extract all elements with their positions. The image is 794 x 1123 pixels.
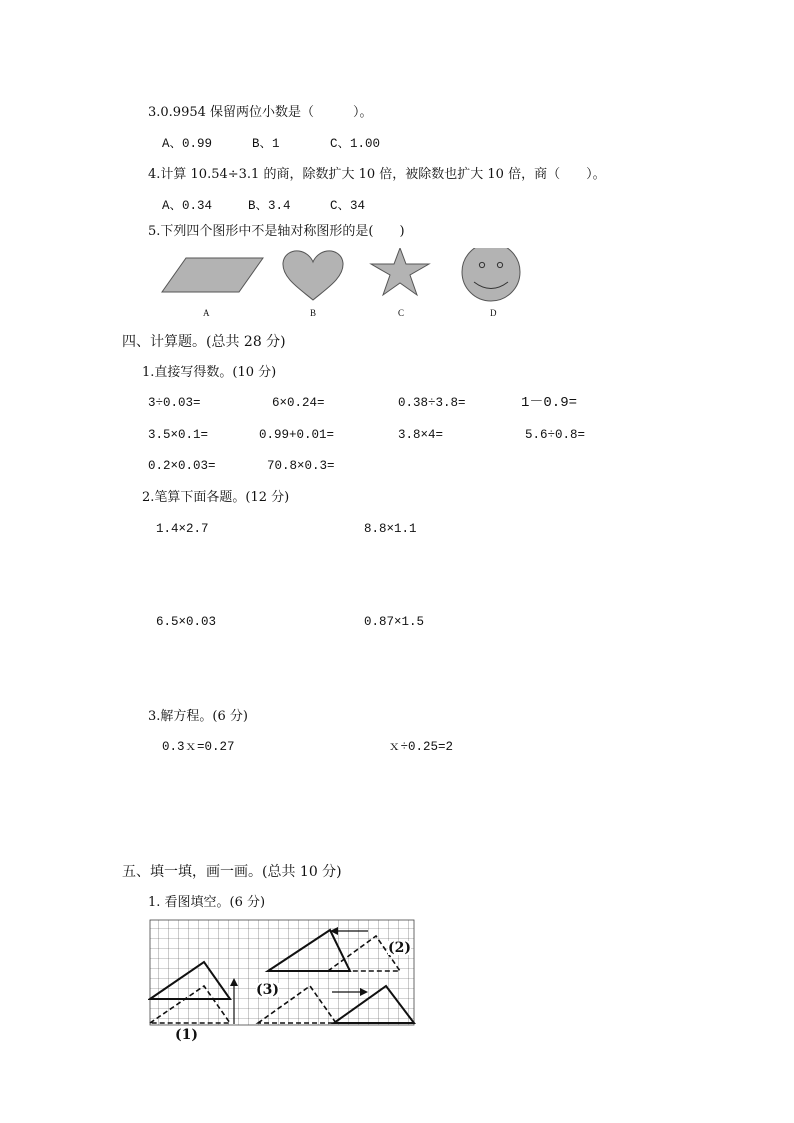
q3-option-c: C、1.00 [330, 137, 381, 151]
calc-item: 5.6÷0.8= [525, 428, 586, 442]
q5-shapes-figure [160, 248, 540, 318]
section4-title: 四、计算题。(总共 28 分) [122, 334, 286, 350]
q3-question: 3.0.9954 保留两位小数是（ ）。 [148, 105, 373, 120]
written-calc-item: 8.8×1.1 [364, 522, 417, 536]
q4-option-a: A、0.34 [162, 199, 213, 213]
section5-sub1-title: 1. 看图填空。(6 分) [148, 895, 266, 910]
figure-label-2: (2) [388, 940, 411, 956]
star-shape [371, 248, 429, 295]
section4-sub1-title: 1.直接写得数。(10 分) [142, 365, 277, 380]
smiley-face-shape [462, 248, 520, 301]
shape-label-d: D [490, 308, 497, 318]
calc-item: 0.2×0.03= [148, 459, 216, 473]
calc-item: 70.8×0.3= [267, 459, 335, 473]
equation-item: 0.3ｘ=0.27 [162, 740, 235, 754]
q4-option-c: C、34 [330, 199, 366, 213]
figure-label-1: (1) [175, 1027, 198, 1043]
figure-label-3: (3) [256, 982, 279, 998]
written-calc-item: 1.4×2.7 [156, 522, 209, 536]
shape-label-b: B [310, 308, 317, 318]
equation-item: ｘ÷0.25=2 [388, 740, 454, 754]
calc-item: 3.8×4= [398, 428, 444, 442]
calc-item: 0.99+0.01= [259, 428, 335, 442]
section5-title: 五、填一填，画一画。(总共 10 分) [122, 864, 342, 880]
calc-item: 3÷0.03= [148, 396, 201, 410]
calc-item: 0.38÷3.8= [398, 396, 466, 410]
q5-question: 5.下列四个图形中不是轴对称图形的是( ) [148, 224, 405, 239]
q4-question: 4.计算 10.54÷3.1 的商，除数扩大 10 倍，被除数也扩大 10 倍，商（ ）。 [148, 167, 606, 182]
calc-item: 6×0.24= [272, 396, 325, 410]
q3-option-b: B、1 [252, 137, 280, 151]
q3-option-a: A、0.99 [162, 137, 213, 151]
heart-shape [283, 251, 343, 300]
grid-transform-figure [148, 918, 416, 1028]
shape-label-c: C [398, 308, 405, 318]
section4-sub2-title: 2.笔算下面各题。(12 分) [142, 490, 290, 505]
q4-option-b: B、3.4 [248, 199, 291, 213]
calc-item: 3.5×0.1= [148, 428, 209, 442]
written-calc-item: 6.5×0.03 [156, 615, 217, 629]
section4-sub3-title: 3.解方程。(6 分) [148, 709, 248, 724]
shape-label-a: A [203, 308, 210, 318]
written-calc-item: 0.87×1.5 [364, 615, 425, 629]
parallelogram-shape [162, 258, 263, 292]
calc-item: 1－0.9= [521, 395, 578, 411]
